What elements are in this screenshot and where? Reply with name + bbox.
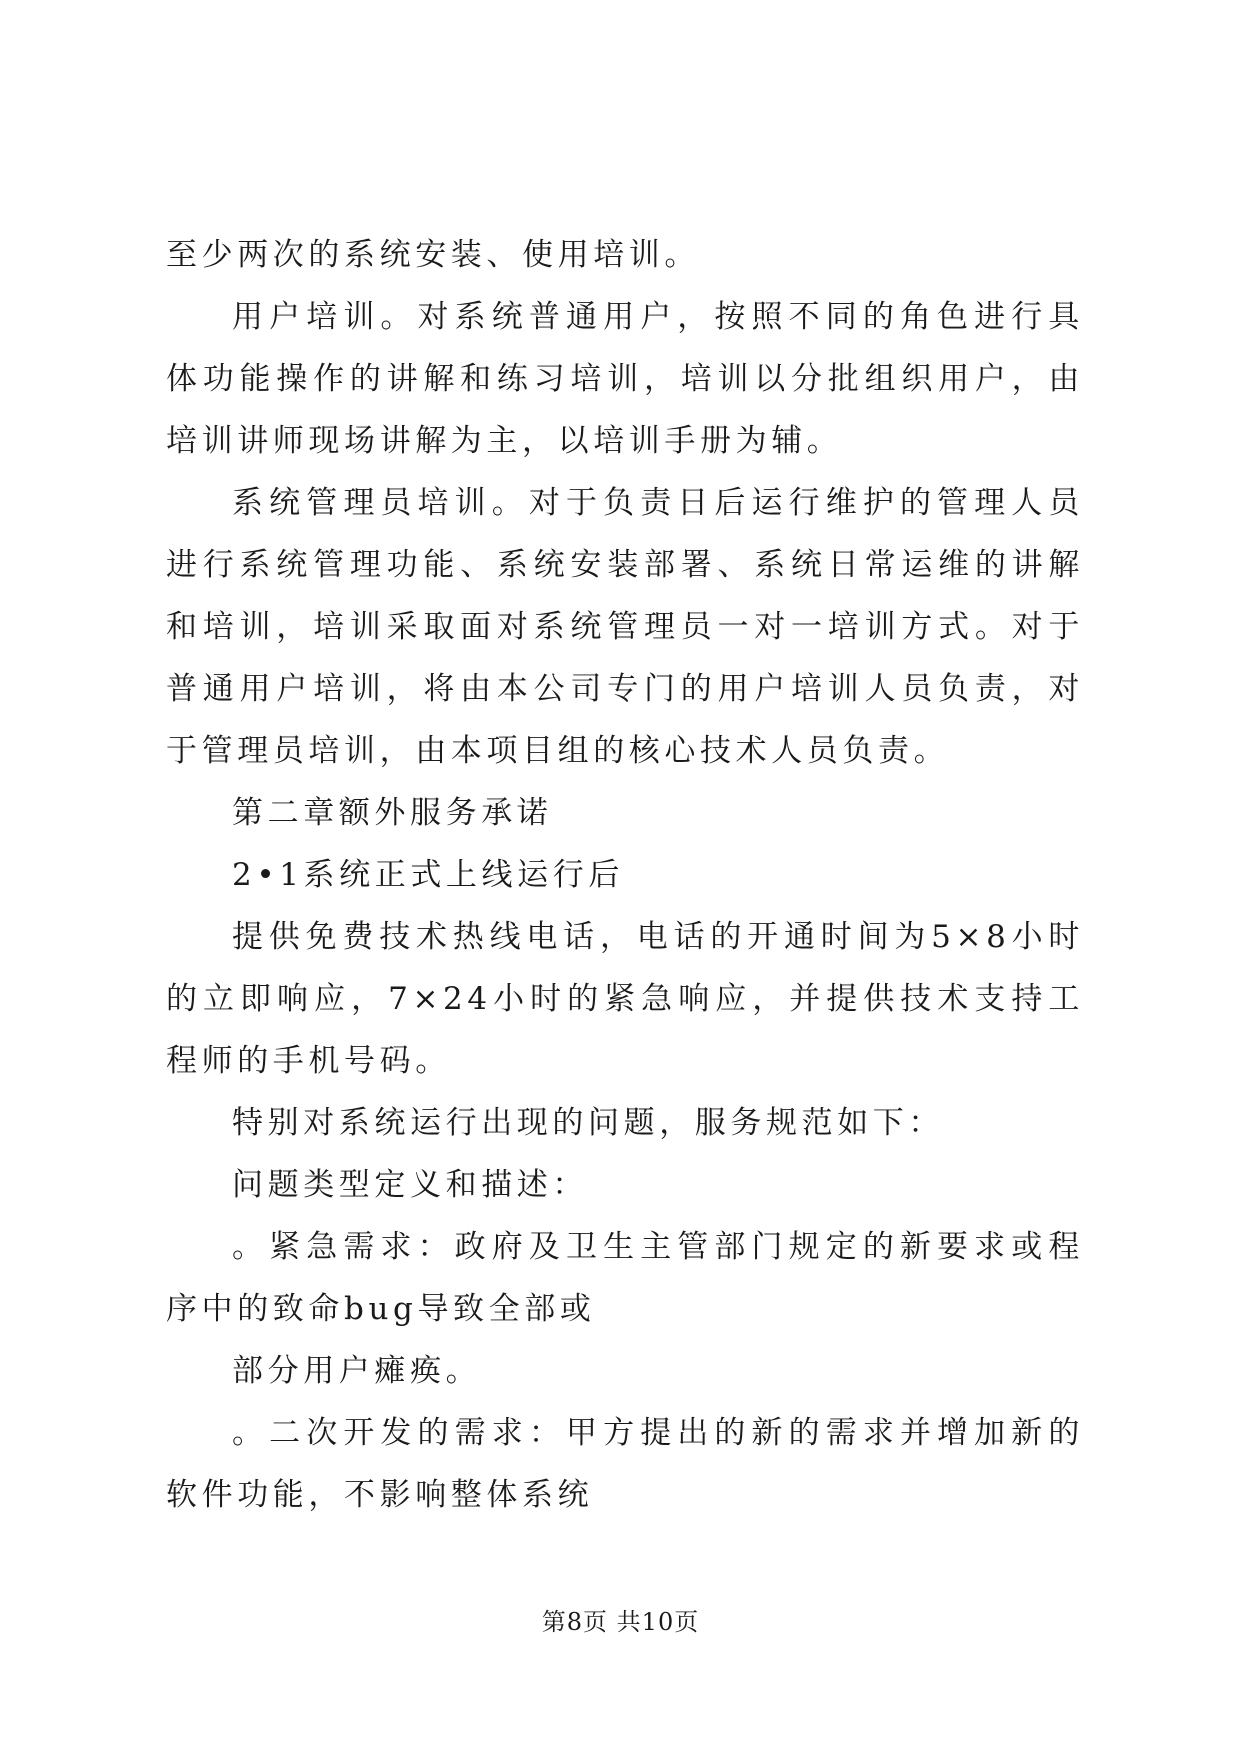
document-body [166,224,1084,1526]
list-item-secondary-dev: 。二次开发的需求：甲方提出的新的需求并增加新的软件功能，不影响整体系统 [166,1415,1084,1513]
list-item-urgent: 。紧急需求：政府及卫生主管部门规定的新要求或程序中的致命bug导致全部或 [166,1229,1084,1327]
paragraph-admin-training: 系统管理员培训。对于负责日后运行维护的管理人员进行系统管理功能、系统安装部署、系统日常运维的讲解和培训，培训采取面对系统管理员一对一培训方式。对于普通用户培训，将由本公司专门的用户培训人员负责，对于管理员培训，由本项目组的核心技术人员负责。 [166,485,1084,769]
paragraph-service-spec: 特别对系统运行出现的问题，服务规范如下： [232,1105,944,1141]
chapter-heading: 第二章额外服务承诺 [232,795,553,831]
paragraph-user-training: 用户培训。对系统普通用户，按照不同的角色进行具体功能操作的讲解和练习培训，培训以分批组织用户，由培训讲师现场讲解为主，以培训手册为辅。 [166,299,1084,459]
list-item-urgent-continued: 部分用户瘫痪。 [232,1353,482,1389]
paragraph-hotline: 提供免费技术热线电话，电话的开通时间为5×8小时的立即响应，7×24小时的紧急响应，并提供技术支持工程师的手机号码。 [166,919,1084,1079]
section-heading: 2•1系统正式上线运行后 [232,857,624,893]
paragraph-training-count: 至少两次的系统安装、使用培训。 [166,237,700,273]
page-footer: 第8页 共10页 [541,1608,700,1636]
paragraph-issue-types: 问题类型定义和描述： [232,1167,588,1203]
